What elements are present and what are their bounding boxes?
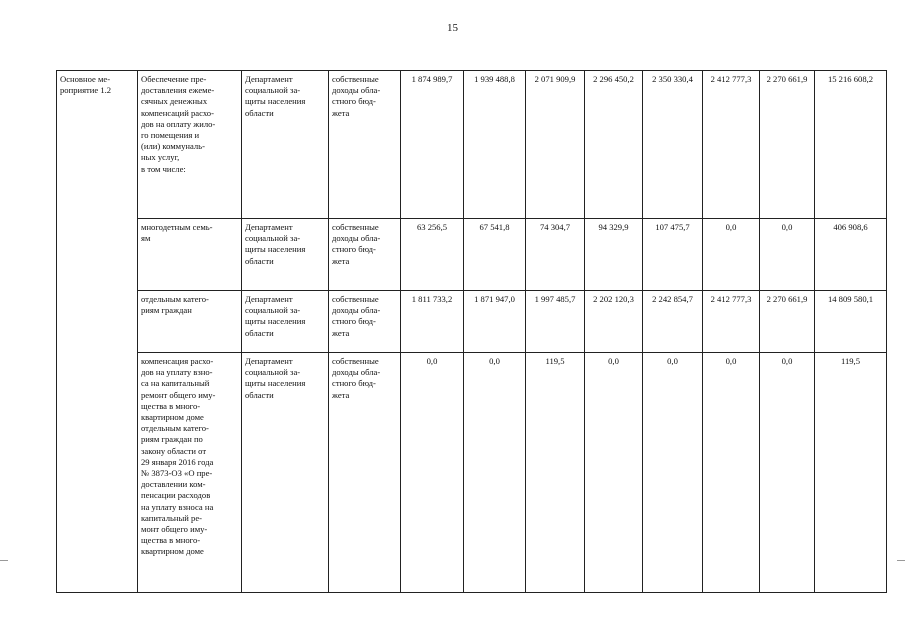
- measure-cell: Основное ме- роприятие 1.2: [57, 71, 138, 593]
- value-cell: 107 475,7: [643, 219, 703, 291]
- value-cell: 94 329,9: [585, 219, 643, 291]
- value-cell: 1 939 488,8: [464, 71, 526, 219]
- value-cell: 0,0: [760, 353, 815, 593]
- table-row: [57, 353, 887, 593]
- value-cell: 0,0: [703, 353, 760, 593]
- total-cell: 119,5: [815, 353, 887, 593]
- value-cell: 119,5: [526, 353, 585, 593]
- total-cell: 14 809 580,1: [815, 291, 887, 353]
- value-cell: 0,0: [401, 353, 464, 593]
- name-cell: многодетным семь- ям: [138, 219, 242, 291]
- name-cell: Обеспечение пре- доставления ежеме- сячных денежных компенсаций расхо- дов на оплату жило- го помещения и (или) коммуналь- ных услуг, в том числе:: [138, 71, 242, 219]
- page-number: 15: [447, 22, 458, 34]
- value-cell: 63 256,5: [401, 219, 464, 291]
- table-row: [57, 291, 887, 353]
- value-cell: 2 296 450,2: [585, 71, 643, 219]
- source-cell: собственные доходы обла- стного бюд- жета: [329, 71, 401, 219]
- value-cell: 2 071 909,9: [526, 71, 585, 219]
- total-cell: 406 908,6: [815, 219, 887, 291]
- table-row: [57, 71, 887, 219]
- value-cell: 2 202 120,3: [585, 291, 643, 353]
- executor-cell: Департамент социальной за- щиты населения области: [242, 219, 329, 291]
- value-cell: 1 874 989,7: [401, 71, 464, 219]
- right-margin-mark: [897, 560, 905, 561]
- executor-cell: Департамент социальной за- щиты населения области: [242, 291, 329, 353]
- executor-cell: Департамент социальной за- щиты населения области: [242, 353, 329, 593]
- value-cell: 0,0: [703, 219, 760, 291]
- total-cell: 15 216 608,2: [815, 71, 887, 219]
- value-cell: 0,0: [585, 353, 643, 593]
- value-cell: 0,0: [643, 353, 703, 593]
- left-margin-mark: [0, 560, 8, 561]
- value-cell: 1 811 733,2: [401, 291, 464, 353]
- value-cell: 1 871 947,0: [464, 291, 526, 353]
- value-cell: 74 304,7: [526, 219, 585, 291]
- source-cell: собственные доходы обла- стного бюд- жета: [329, 219, 401, 291]
- value-cell: 2 412 777,3: [703, 71, 760, 219]
- name-cell: компенсация расхо- дов на уплату взно- са на капитальный ремонт общего иму- щества в много- квартирном доме отдельным катего- риям граждан по закону области от 29 января 2016 года № 3873-ОЗ «О пре- доставлении ком- пенсации расходов на уплату взноса на капитальный ре- монт общего иму- щества в много- квартирном доме: [138, 353, 242, 593]
- value-cell: 2 350 330,4: [643, 71, 703, 219]
- value-cell: 0,0: [760, 219, 815, 291]
- table-row: [57, 219, 887, 291]
- executor-cell: Департамент социальной за- щиты населения области: [242, 71, 329, 219]
- value-cell: 2 270 661,9: [760, 71, 815, 219]
- value-cell: 1 997 485,7: [526, 291, 585, 353]
- source-cell: собственные доходы обла- стного бюд- жета: [329, 353, 401, 593]
- value-cell: 0,0: [464, 353, 526, 593]
- value-cell: 2 412 777,3: [703, 291, 760, 353]
- name-cell: отдельным катего- риям граждан: [138, 291, 242, 353]
- budget-table: [56, 70, 887, 593]
- source-cell: собственные доходы обла- стного бюд- жета: [329, 291, 401, 353]
- value-cell: 2 242 854,7: [643, 291, 703, 353]
- value-cell: 2 270 661,9: [760, 291, 815, 353]
- value-cell: 67 541,8: [464, 219, 526, 291]
